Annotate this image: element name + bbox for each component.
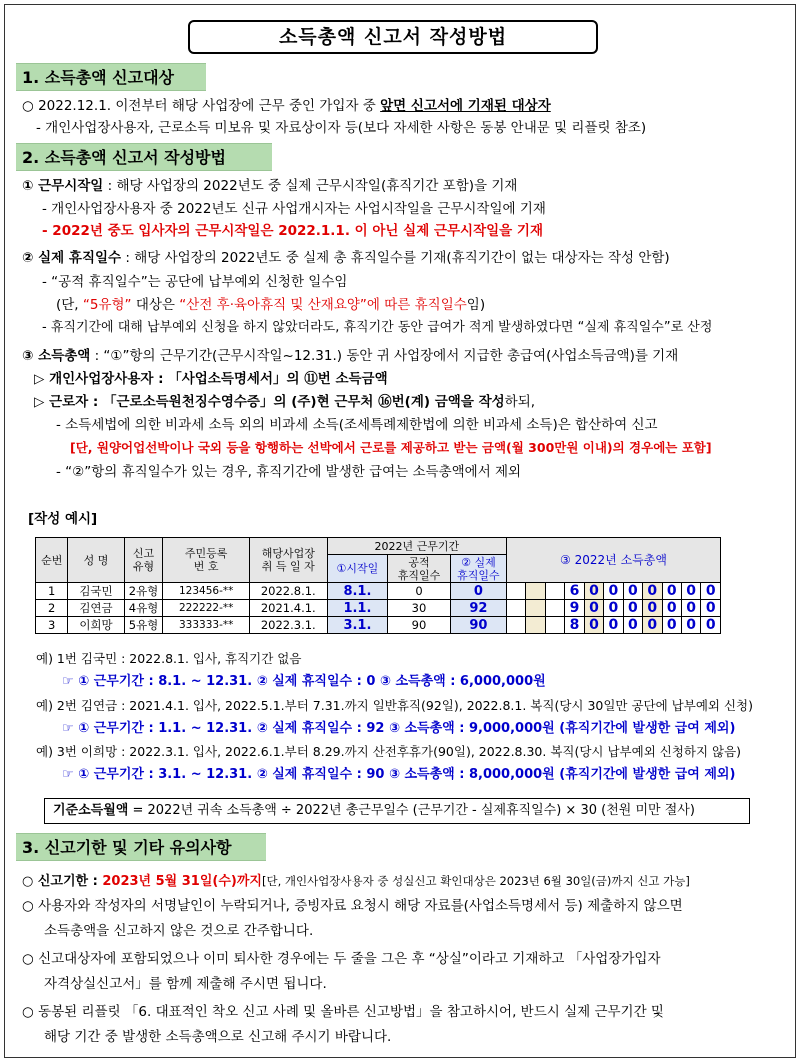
cell-public: 0: [388, 583, 451, 600]
cell-type: 4유형: [124, 600, 163, 617]
cell-name: 김연금: [68, 600, 124, 617]
col-type: 신고 유형: [124, 538, 163, 583]
item-2-leave-days: ② 실제 휴직일수 : 해당 사업장의 2022년도 중 실제 총 휴직일수를 기재(휴직기간이 없는 대상자는 작성 안함): [22, 250, 670, 266]
col-name: 성 명: [68, 538, 124, 583]
table-row: [36, 583, 721, 600]
table-row: [36, 600, 721, 617]
notice-3-line-2: 해당 기간 중 발생한 소득총액으로 신고해 주시기 바랍니다.: [44, 1029, 392, 1045]
cell-digit: 0: [623, 617, 642, 634]
cell-digit: 0: [701, 617, 721, 634]
cell-public: 90: [388, 617, 451, 634]
cell-actual: 92: [450, 600, 506, 617]
cell-digit: 0: [643, 617, 662, 634]
item-3-note-c: - “②”항의 휴직일수가 있는 경우, 휴직기간에 발생한 급여는 소득총액에서 제외: [56, 464, 522, 480]
cell-digit: 0: [681, 600, 700, 617]
cell-digit: 0: [681, 617, 700, 634]
item-3-employee: ▷ 근로자 : 「근로소득원천징수영수증」의 (주)현 근무처 ⑯번(계) 금액을 작성하되,: [34, 394, 536, 410]
cell-digit: 0: [643, 600, 662, 617]
col-period: 2022년 근무기간: [327, 538, 506, 555]
cell-digit: [545, 617, 564, 634]
cell-name: 김국민: [68, 583, 124, 600]
cell-digit: 0: [604, 617, 623, 634]
example-3: 예) 3번 이희망 : 2022.3.1. 입사, 2022.6.1.부터 8.29.까지 산전후휴가(90일), 2022.8.30. 복직(당시 납부예외 신청하지 않음): [36, 744, 742, 759]
col-date: 해당사업장 취 득 일 자: [249, 538, 327, 583]
cell-type: 5유형: [124, 617, 163, 634]
cell-digit: 9: [565, 600, 584, 617]
cell-rrn: 333333-**: [163, 617, 249, 634]
item-2-note-b: (단, “5유형” 대상은 “산전 후·육아휴직 및 산재요양”에 따른 휴직일수임): [56, 297, 486, 313]
cell-actual: 0: [450, 583, 506, 600]
col-start: ①시작일: [327, 555, 388, 583]
sec1-line-1: ○ 2022.12.1. 이전부터 해당 사업장에 근무 중인 가입자 중 앞면 신고서에 기재된 대상자: [22, 98, 551, 114]
section-2-heading: 2. 소득총액 신고서 작성방법: [16, 143, 272, 171]
cell-rrn: 123456-**: [163, 583, 249, 600]
col-actual: ② 실제 휴직일수: [450, 555, 506, 583]
cell-no: 1: [36, 583, 68, 600]
cell-digit: [507, 600, 526, 617]
cell-no: 2: [36, 600, 68, 617]
section-3-heading: 3. 신고기한 및 기타 유의사항: [16, 833, 266, 861]
cell-start: 8.1.: [327, 583, 388, 600]
cell-digit: [545, 600, 564, 617]
cell-digit: 0: [584, 600, 603, 617]
item-3-income-total: ③ 소득총액 : “①”항의 근무기간(근무시작일~12.31.) 동안 귀 사업장에서 지급한 총급여(사업소득금액)를 기재: [22, 348, 679, 364]
cell-digit: [526, 600, 545, 617]
cell-name: 이희망: [68, 617, 124, 634]
deadline-line: ○ 신고기한 : 2023년 5월 31일(수)까지[단, 개인사업장사용자 중 성실신고 확인대상은 2023년 6월 30일(금)까지 신고 가능]: [22, 874, 690, 889]
cell-digit: 0: [584, 583, 603, 600]
sec1-line-2: - 개인사업장사용자, 근로소득 미보유 및 자료상이자 등(보다 자세한 사항은 동봉 안내문 및 리플릿 참조): [36, 120, 647, 136]
cell-digit: 6: [565, 583, 584, 600]
item-3-note-a: - 소득세법에 의한 비과세 소득 외의 비과세 소득(조세특례제한법에 의한 비과세 소득)은 합산하여 신고: [56, 417, 658, 433]
cell-digit: [526, 583, 545, 600]
col-total: ③ 2022년 소득총액: [507, 538, 721, 583]
cell-digit: 0: [604, 583, 623, 600]
cell-digit: [507, 583, 526, 600]
item-1-note-b: - 2022년 중도 입사자의 근무시작일은 2022.1.1. 이 아닌 실제 근무시작일을 기재: [42, 223, 543, 239]
cell-digit: 0: [643, 583, 662, 600]
item-2-note-c: - 휴직기간에 대해 납부예외 신청을 하지 않았더라도, 휴직기간 동안 급여가 적게 발생하였다면 “실제 휴직일수”로 산정: [42, 320, 713, 335]
cell-digit: [545, 583, 564, 600]
notice-2-line-1: ○ 신고대상자에 포함되었으나 이미 퇴사한 경우에는 두 줄을 그은 후 “상실”이라고 기재하고 「사업장가입자: [22, 951, 661, 967]
table-row: [36, 617, 721, 634]
item-3-self-employed: ▷ 개인사업장사용자 : 「사업소득명세서」의 ⑪번 소득금액: [34, 371, 388, 387]
section-1-heading: 1. 소득총액 신고대상: [16, 63, 206, 91]
cell-date: 2021.4.1.: [249, 600, 327, 617]
notice-1-line-1: ○ 사용자와 작성자의 서명날인이 누락되거나, 증빙자료 요청시 해당 자료를(사업소득명세서 등) 제출하지 않으면: [22, 898, 683, 914]
item-3-note-b: [단, 원양어업선박이나 국외 등을 항행하는 선박에서 근로를 제공하고 받는 금액(월 300만원 이내)의 경우에는 포함]: [70, 440, 712, 455]
item-1-note-a: - 개인사업장사용자 중 2022년도 신규 사업개시자는 사업시작일을 근무시작일에 기재: [42, 201, 546, 217]
col-no: 순번: [36, 538, 68, 583]
example-2-result: ☞ ① 근무기간 : 1.1. ~ 12.31. ② 실제 휴직일수 : 92 ③ 소득총액 : 9,000,000원 (휴직기간에 발생한 급여 제외): [62, 721, 736, 736]
cell-digit: 0: [662, 617, 681, 634]
cell-digit: 0: [623, 583, 642, 600]
cell-digit: 0: [681, 583, 700, 600]
cell-digit: [526, 617, 545, 634]
notice-1-line-2: 소득총액을 신고하지 않은 것으로 간주합니다.: [44, 923, 314, 939]
cell-digit: [507, 617, 526, 634]
cell-type: 2유형: [124, 583, 163, 600]
example-table: [35, 537, 721, 634]
cell-digit: 0: [623, 600, 642, 617]
cell-public: 30: [388, 600, 451, 617]
cell-date: 2022.8.1.: [249, 583, 327, 600]
example-1-result: ☞ ① 근무기간 : 8.1. ~ 12.31. ② 실제 휴직일수 : 0 ③ 소득총액 : 6,000,000원: [62, 674, 546, 689]
item-2-note-a: - “공적 휴직일수”는 공단에 납부예외 신청한 일수임: [42, 274, 348, 290]
cell-rrn: 222222-**: [163, 600, 249, 617]
example-2: 예) 2번 김연금 : 2021.4.1. 입사, 2022.5.1.부터 7.31.까지 일반휴직(92일), 2022.8.1. 복직(당시 30일만 공단에 납부예외 신청): [36, 698, 753, 713]
example-title: [작성 예시]: [28, 511, 98, 527]
cell-start: 1.1.: [327, 600, 388, 617]
cell-digit: 0: [701, 600, 721, 617]
col-public: 공적 휴직일수: [388, 555, 451, 583]
notice-3-line-1: ○ 동봉된 리플릿 「6. 대표적인 착오 신고 사례 및 올바른 신고방법」을 참고하시어, 반드시 실제 근무기간 및: [22, 1004, 664, 1020]
cell-digit: 0: [662, 583, 681, 600]
example-3-result: ☞ ① 근무기간 : 3.1. ~ 12.31. ② 실제 휴직일수 : 90 ③ 소득총액 : 8,000,000원 (휴직기간에 발생한 급여 제외): [62, 767, 736, 782]
col-rrn: 주민등록 번 호: [163, 538, 249, 583]
cell-digit: 8: [565, 617, 584, 634]
example-1: 예) 1번 김국민 : 2022.8.1. 입사, 휴직기간 없음: [36, 651, 302, 666]
cell-start: 3.1.: [327, 617, 388, 634]
standard-income-formula: 기준소득월액 = 2022년 귀속 소득총액 ÷ 2022년 총근무일수 (근무기간 - 실제휴직일수) × 30 (천원 미만 절사): [44, 798, 750, 824]
cell-digit: 0: [701, 583, 721, 600]
item-1-start-date: ① 근무시작일 : 해당 사업장의 2022년도 중 실제 근무시작일(휴직기간 포함)을 기재: [22, 178, 518, 194]
cell-digit: 0: [662, 600, 681, 617]
cell-date: 2022.3.1.: [249, 617, 327, 634]
cell-actual: 90: [450, 617, 506, 634]
cell-digit: 0: [604, 600, 623, 617]
page-title: 소득총액 신고서 작성방법: [188, 20, 598, 54]
cell-no: 3: [36, 617, 68, 634]
cell-digit: 0: [584, 617, 603, 634]
notice-2-line-2: 자격상실신고서」를 함께 제출해 주시면 됩니다.: [44, 976, 327, 992]
